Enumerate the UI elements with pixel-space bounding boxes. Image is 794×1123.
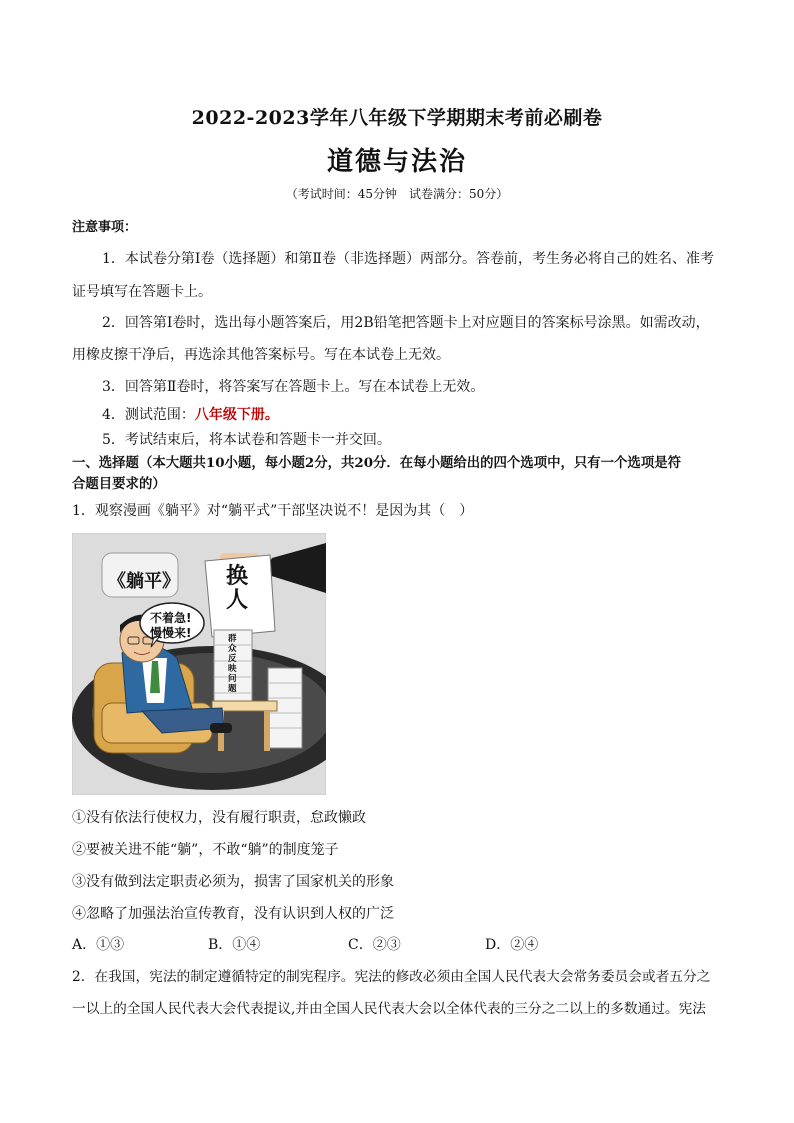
question-1-stem: 1．观察漫画《躺平》对“躺平式”干部坚决说不！是因为其（ ）	[72, 503, 474, 519]
statement-4: ④忽略了加强法治宣传教育，没有认识到人权的广泛	[72, 906, 394, 922]
notice-item-1-line-2: 证号填写在答题卡上。	[72, 284, 212, 300]
option-a: A．①③	[72, 937, 125, 953]
notice-item-4	[102, 405, 279, 425]
cartoon-paper-text: 换人	[226, 564, 249, 613]
statement-3: ③没有做到法定职责必须为，损害了国家机关的形象	[72, 874, 394, 890]
option-d: D．②④	[485, 937, 539, 953]
notice-item-1-line-1: 1．本试卷分第Ⅰ卷（选择题）和第Ⅱ卷（非选择题）两部分。答卷前，考生务必将自己的姓名、准考	[102, 251, 714, 267]
exam-meta: （考试时间：45分钟 试卷满分：50分）	[285, 187, 509, 201]
question-2-line-1: 2．在我国，宪法的制定遵循特定的制宪程序。宪法的修改必须由全国人民代表大会常务委员会或者五分之	[72, 969, 711, 985]
notice-heading: 注意事项：	[72, 220, 138, 235]
cartoon-speech-line-2: 慢慢来!	[150, 626, 192, 640]
cartoon-title: 《躺平》	[108, 571, 180, 592]
statement-1: ①没有依法行使权力，没有履行职责，怠政懒政	[72, 810, 366, 826]
notice-item-2-line-1: 2．回答第Ⅰ卷时，选出每小题答案后，用2B铅笔把答题卡上对应题目的答案标号涂黑。如需改动，	[102, 315, 710, 331]
statement-2: ②要被关进不能“躺”，不敢“躺”的制度笼子	[72, 842, 339, 858]
notice-item-3: 3．回答第Ⅱ卷时，将答案写在答题卡上。写在本试卷上无效。	[102, 379, 485, 395]
section-1-heading-line-1: 一、选择题（本大题共10小题，每小题2分，共20分．在每小题给出的四个选项中，只有一个选项是符	[72, 455, 681, 471]
option-b: B．①④	[208, 937, 261, 953]
notice-item-5: 5．考试结束后，将本试卷和答题卡一并交回。	[102, 432, 391, 448]
cartoon-speech-line-1: 不着急!	[150, 611, 192, 625]
cartoon-stack-text: 群众反映问题	[228, 634, 237, 694]
test-scope: 八年级下册。	[194, 407, 279, 423]
notice-item-4-prefix: 4．测试范围：	[102, 407, 195, 423]
option-c: C．②③	[348, 937, 401, 953]
section-1-heading-line-2: 合题目要求的）	[72, 476, 166, 492]
cartoon-image	[72, 533, 326, 795]
question-2-line-2: 一以上的全国人民代表大会代表提议,并由全国人民代表大会以全体代表的三分之二以上的多数通过。宪法	[72, 1001, 706, 1017]
subject-title: 道德与法治	[326, 147, 467, 177]
notice-item-2-line-2: 用橡皮擦干净后，再选涂其他答案标号。写在本试卷上无效。	[72, 347, 450, 363]
exam-title: 2022-2023学年八年级下学期期末考前必刷卷	[191, 107, 603, 129]
